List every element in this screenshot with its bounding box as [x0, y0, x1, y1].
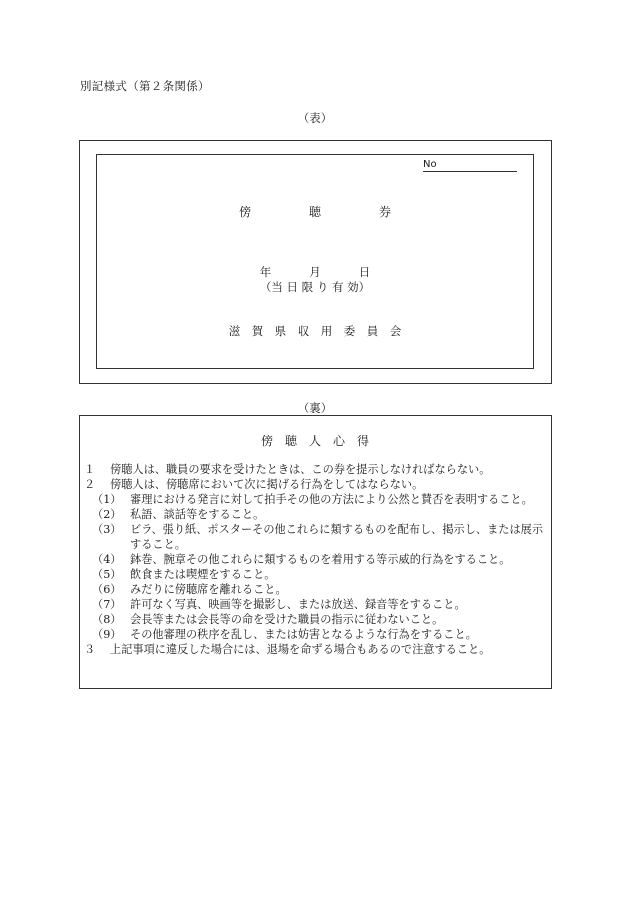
rule-text: 審理における発言に対して拍手その他の方法により公然と賛否を表明すること。 [130, 493, 533, 506]
rule-number: （2） [92, 508, 122, 521]
back-side-label: （裏） [297, 401, 333, 415]
rule-text: 鉢巻、腕章その他これらに類するものを着用する等示威的行為をすること。 [130, 553, 511, 566]
rule-number: （8） [92, 613, 122, 626]
front-side-label: （表） [297, 111, 333, 125]
rule-number: （3） [92, 523, 122, 536]
appendix-title: 別記様式（第２条関係） [80, 79, 210, 93]
rule-item [84, 582, 550, 597]
date-month-label: 月 [309, 265, 321, 279]
rule-number: （6） [92, 583, 122, 596]
rule-item [84, 462, 550, 477]
ticket-title-char: 傍 [238, 205, 251, 219]
rules-list [84, 462, 550, 657]
rule-item [84, 522, 550, 552]
rule-item [84, 627, 550, 642]
rule-number: （7） [92, 598, 122, 611]
rule-item [84, 477, 550, 492]
ticket-validity-note: （当 日 限 り 有 効） [259, 280, 371, 294]
rule-number: （1） [92, 493, 122, 506]
rule-number: （4） [92, 553, 122, 566]
rule-text: 上記事項に違反した場合には、退場を命ずる場合もあるので注意すること。 [110, 643, 491, 656]
rule-text: ビラ、張り紙、ポスターその他これらに類するものを配布し、掲示し、または展示すること。 [130, 523, 544, 551]
rules-title: 傍 聴 人 心 得 [260, 434, 369, 448]
rule-item [84, 567, 550, 582]
issuing-committee: 滋 賀 県 収 用 委 員 会 [228, 324, 402, 338]
rule-text: 会長等または会長等の命を受けた職員の指示に従わないこと。 [130, 613, 444, 626]
ticket-title [0, 203, 630, 220]
rule-text: 傍聴人は、傍聴席において次に掲げる行為をしてはならない。 [110, 478, 424, 491]
rule-text: 傍聴人は、職員の要求を受けたときは、この券を提示しなければならない。 [110, 463, 491, 476]
date-day-label: 日 [358, 265, 371, 279]
rule-item [84, 552, 550, 567]
rule-text: 飲食または喫煙をすること。 [130, 568, 276, 581]
date-year-label: 年 [259, 265, 272, 279]
rule-item [84, 492, 550, 507]
rule-item [84, 507, 550, 522]
rule-number: １ [84, 463, 96, 476]
rule-item [84, 612, 550, 627]
rule-number: ３ [84, 643, 96, 656]
rule-text: 私語、談話等をすること。 [130, 508, 265, 521]
rule-number: （5） [92, 568, 122, 581]
ticket-title-char: 券 [379, 205, 392, 219]
ticket-number-line [423, 171, 517, 172]
rule-text: その他審理の秩序を乱し、または妨害となるような行為をすること。 [130, 628, 477, 641]
ticket-number-label: No [423, 159, 437, 170]
rule-number: （9） [92, 628, 122, 641]
rule-item [84, 597, 550, 612]
rule-text: みだりに傍聴席を離れること。 [130, 583, 287, 596]
rule-text: 許可なく写真、映画等を撮影し、または放送、録音等をすること。 [130, 598, 466, 611]
ticket-date-line [0, 264, 630, 280]
rule-item [84, 642, 550, 657]
rule-number: ２ [84, 478, 96, 491]
ticket-title-char: 聴 [308, 205, 321, 219]
